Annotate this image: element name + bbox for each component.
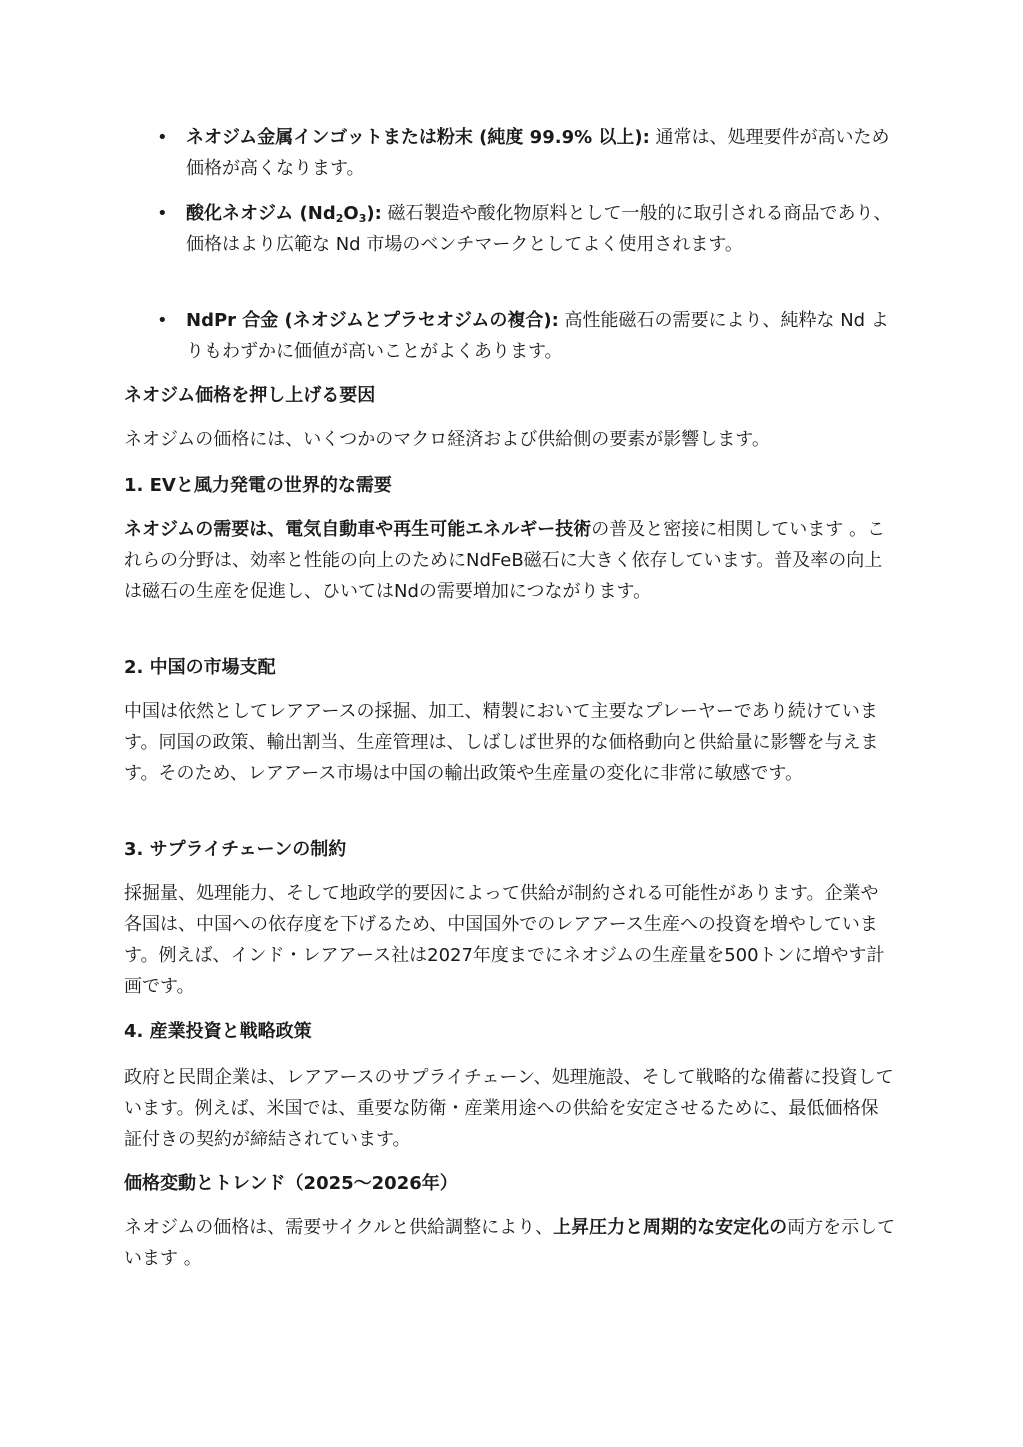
drivers-intro: ネオジムの価格には、いくつかのマクロ経済および供給側の要素が影響します。 xyxy=(124,429,770,450)
factor-1-heading: 1. EVと風力発電の世界的な需要 xyxy=(124,475,392,496)
factor-3-heading: 3. サプライチェーンの制約 xyxy=(124,839,347,860)
factor-3-paragraph: 採掘量、処理能力、そして地政学的要因によって供給が制約される可能性があります。企業や各国は、中国への依存度を下げるため、中国国外でのレアアース生産への投資を増やしています。例えば、インド・レアアース社は2027年度までにネオジムの生産量を500トンに増やす計画です。 xyxy=(124,883,885,997)
section-heading-trends: 価格変動とトレンド（2025〜2026年） xyxy=(124,1173,458,1194)
bullet-term: 酸化ネオジム $(Nd_2O_3)$: xyxy=(186,203,382,225)
bullet-oxide xyxy=(157,198,898,260)
bullet-dot-icon: • xyxy=(157,203,168,224)
bullet-dot-icon: • xyxy=(157,127,168,148)
bullet-term: ネオジム金属インゴットまたは粉末 (純度 99.9% 以上): xyxy=(186,127,650,148)
trends-paragraph: ネオジムの価格は、需要サイクルと供給調整により、上昇圧力と周期的な安定化の両方を示しています 。 xyxy=(124,1217,896,1269)
factor-4-heading: 4. 産業投資と戦略政策 xyxy=(124,1021,312,1042)
factor-1-paragraph: ネオジムの需要は、電気自動車や再生可能エネルギー技術の普及と密接に相関しています 。これらの分野は、効率と性能の向上のためにNdFeB磁石に大きく依存しています。普及率の向上は磁石の生産を促進し、ひいてはNdの需要増加につながります。 xyxy=(124,519,886,602)
bullet-description: 通常は、処理要件が高いため価格が高くなります。 xyxy=(186,127,890,179)
bullet-term: NdPr 合金 (ネオジムとプラセオジムの複合): xyxy=(186,310,559,331)
bullet-description: 磁石製造や酸化物原料として一般的に取引される商品であり、価格はより広範な Nd 市場のベンチマークとしてよく使用されます。 xyxy=(186,203,892,255)
section-heading-drivers: ネオジム価格を押し上げる要因 xyxy=(124,385,376,406)
factor-4-paragraph: 政府と民間企業は、レアアースのサプライチェーン、処理施設、そして戦略的な備蓄に投資しています。例えば、米国では、重要な防衛・産業用途への供給を安定させるために、最低価格保証付きの契約が締結されています。 xyxy=(124,1067,894,1150)
bullet-dot-icon: • xyxy=(157,310,168,331)
factor-2-paragraph: 中国は依然としてレアアースの採掘、加工、精製において主要なプレーヤーであり続けています。同国の政策、輸出割当、生産管理は、しばしば世界的な価格動向と供給量に影響を与えます。そのため、レアアース市場は中国の輸出政策や生産量の変化に非常に敏感です。 xyxy=(124,701,879,784)
bullet-metal-ingot xyxy=(157,122,898,184)
bullet-description: 高性能磁石の需要により、純粋な Nd よりもわずかに価値が高いことがよくあります。 xyxy=(186,310,889,362)
bullet-ndpr-alloy xyxy=(157,305,898,367)
factor-2-heading: 2. 中国の市場支配 xyxy=(124,657,276,678)
